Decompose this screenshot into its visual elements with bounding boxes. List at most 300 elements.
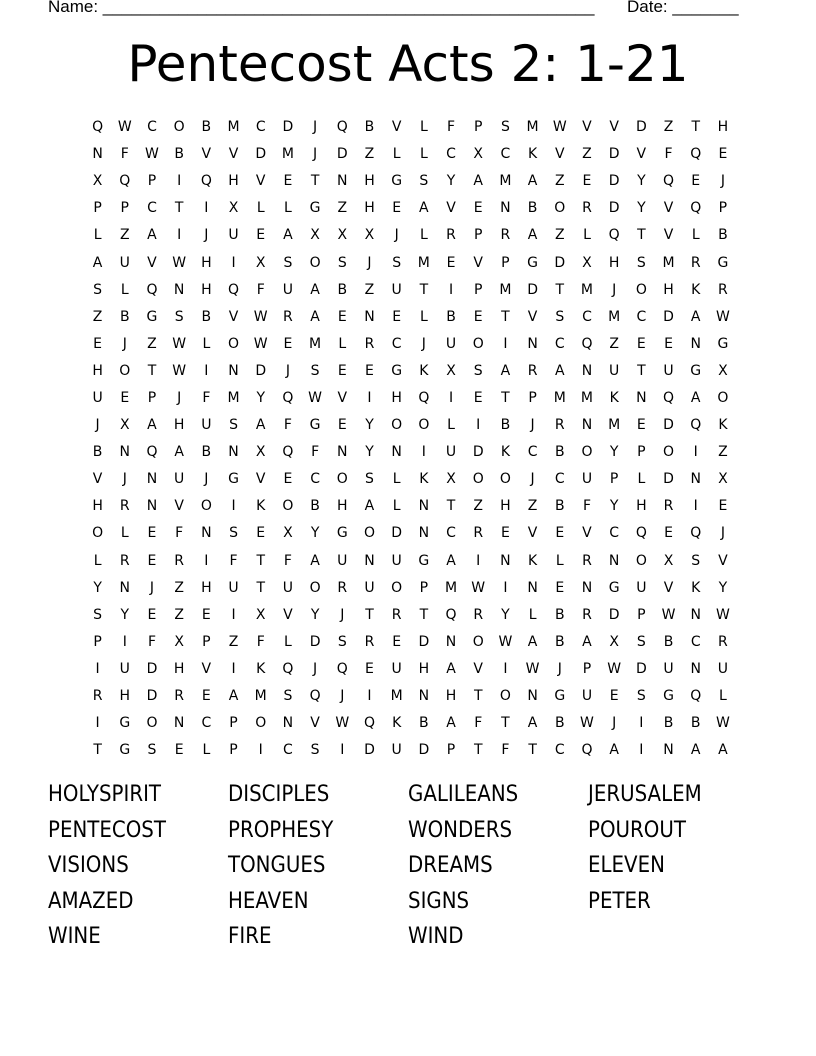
grid-cell: I — [476, 552, 481, 569]
grid-cell: R — [174, 552, 185, 569]
grid-cell: D — [309, 633, 321, 650]
grid-cell: S — [365, 471, 374, 488]
grid-cell: J — [95, 417, 100, 434]
grid-cell: B — [174, 146, 184, 163]
grid-cell: U — [337, 552, 348, 569]
grid-cell: C — [636, 308, 647, 325]
grid-row — [84, 358, 747, 385]
grid-cell: I — [231, 254, 236, 271]
date-field-label: Date: _______ — [627, 0, 739, 16]
grid-cell: L — [284, 200, 292, 217]
grid-cell: D — [635, 119, 647, 136]
grid-cell: B — [500, 417, 511, 434]
grid-cell: V — [446, 200, 456, 217]
grid-cell: O — [717, 389, 729, 406]
grid-cell: M — [580, 389, 594, 406]
grid-cell: W — [253, 335, 268, 352]
grid-cell: H — [201, 254, 212, 271]
grid-cell: J — [720, 173, 725, 190]
grid-cell: Q — [635, 525, 647, 542]
grid-cell: O — [472, 335, 484, 352]
grid-cell: Z — [609, 335, 619, 352]
grid-cell: E — [337, 308, 347, 325]
grid-cell: E — [636, 335, 646, 352]
grid-cell: L — [419, 308, 428, 325]
grid-cell: D — [608, 606, 620, 623]
word-list-item: FIRE — [228, 924, 272, 950]
grid-cell: M — [309, 335, 322, 352]
grid-cell: J — [421, 335, 426, 352]
grid-cell: A — [690, 308, 701, 325]
grid-cell: N — [608, 552, 620, 569]
grid-cell: T — [473, 742, 483, 759]
grid-cell: O — [92, 525, 104, 542]
grid-cell: J — [612, 281, 617, 298]
grid-cell: M — [526, 119, 539, 136]
grid-cell: E — [120, 389, 130, 406]
grid-cell: Y — [637, 173, 646, 190]
grid-cell: L — [120, 525, 129, 542]
grid-cell: I — [639, 715, 644, 732]
grid-cell: M — [227, 119, 240, 136]
word-list-item: VISIONS — [48, 853, 129, 879]
grid-cell: W — [661, 606, 676, 623]
grid-cell: T — [637, 227, 646, 244]
grid-cell: O — [391, 579, 403, 596]
grid-cell: P — [229, 715, 238, 732]
grid-cell: G — [717, 335, 729, 352]
grid-cell: X — [364, 227, 375, 244]
grid-cell: N — [92, 146, 103, 163]
grid-cell: V — [527, 308, 538, 325]
grid-cell: E — [500, 525, 510, 542]
grid-cell: Y — [718, 579, 728, 596]
grid-cell: T — [256, 552, 265, 569]
grid-row — [84, 195, 747, 222]
grid-cell: U — [445, 444, 457, 461]
grid-cell: E — [147, 552, 157, 569]
grid-cell: Z — [663, 119, 674, 136]
grid-cell: E — [337, 417, 347, 434]
grid-cell: E — [473, 308, 483, 325]
grid-cell: E — [147, 606, 157, 623]
grid-cell: T — [419, 606, 429, 623]
grid-row — [84, 304, 747, 331]
grid-cell: B — [554, 498, 565, 515]
grid-cell: N — [119, 444, 131, 461]
grid-cell: D — [255, 362, 267, 379]
grid-cell: C — [554, 471, 565, 488]
grid-cell: V — [201, 660, 212, 677]
grid-cell: L — [528, 606, 537, 623]
grid-cell: O — [336, 471, 348, 488]
grid-cell: V — [663, 200, 674, 217]
grid-cell: N — [581, 417, 593, 434]
grid-cell: G — [690, 362, 702, 379]
grid-cell: C — [310, 471, 320, 488]
grid-cell: H — [92, 362, 103, 379]
grid-cell: R — [582, 606, 592, 623]
grid-cell: A — [147, 417, 157, 434]
grid-cell: J — [720, 525, 725, 542]
grid-cell: V — [92, 471, 103, 488]
grid-row — [84, 629, 747, 656]
grid-cell: K — [419, 471, 429, 488]
grid-cell: N — [690, 471, 701, 488]
grid-cell: C — [690, 633, 701, 650]
grid-cell: F — [664, 146, 673, 163]
grid-cell: Q — [690, 146, 702, 163]
grid-cell: V — [663, 579, 674, 596]
grid-cell: A — [609, 742, 619, 759]
grid-cell: N — [663, 742, 674, 759]
grid-cell: H — [663, 281, 674, 298]
grid-cell: Q — [418, 389, 430, 406]
grid-cell: O — [363, 525, 375, 542]
grid-cell: Y — [310, 606, 320, 623]
grid-cell: S — [392, 254, 402, 271]
grid-cell: T — [365, 606, 374, 623]
grid-cell: W — [552, 119, 567, 136]
grid-cell: U — [174, 471, 185, 488]
grid-cell: V — [228, 308, 239, 325]
grid-cell: M — [499, 173, 512, 190]
grid-cell: D — [364, 742, 375, 759]
grid-cell: N — [690, 660, 701, 677]
grid-cell: V — [473, 660, 483, 677]
grid-cell: S — [229, 417, 238, 434]
grid-cell: V — [201, 146, 212, 163]
grid-cell: B — [419, 715, 429, 732]
grid-cell: Z — [473, 498, 484, 515]
grid-cell: D — [418, 742, 430, 759]
grid-cell: G — [527, 254, 539, 271]
grid-cell: D — [255, 146, 267, 163]
grid-cell: E — [174, 742, 184, 759]
grid-cell: B — [310, 498, 320, 515]
grid-cell: M — [608, 308, 621, 325]
grid-cell: N — [581, 579, 593, 596]
grid-cell: U — [636, 579, 647, 596]
grid-row — [84, 114, 747, 141]
grid-cell: F — [256, 281, 265, 298]
grid-cell: I — [177, 227, 182, 244]
grid-cell: W — [117, 119, 132, 136]
grid-cell: E — [283, 335, 293, 352]
grid-cell: H — [173, 417, 185, 434]
grid-cell: S — [310, 362, 320, 379]
grid-cell: Z — [337, 200, 348, 217]
grid-cell: L — [202, 742, 211, 759]
grid-cell: L — [447, 417, 455, 434]
grid-cell: J — [530, 471, 535, 488]
grid-cell: R — [473, 525, 484, 542]
grid-cell: S — [337, 254, 347, 271]
grid-cell: T — [473, 688, 483, 705]
grid-cell: P — [147, 173, 157, 190]
grid-cell: E — [93, 335, 103, 352]
grid-cell: B — [554, 444, 565, 461]
grid-cell: X — [446, 362, 456, 379]
grid-cell: U — [445, 335, 457, 352]
grid-cell: L — [392, 471, 401, 488]
grid-cell: A — [718, 742, 728, 759]
grid-cell: N — [527, 579, 538, 596]
grid-cell: R — [718, 281, 728, 298]
grid-cell: U — [581, 688, 593, 705]
grid-cell: E — [446, 254, 456, 271]
grid-cell: P — [501, 254, 510, 271]
grid-cell: S — [93, 606, 103, 623]
grid-cell: O — [309, 579, 321, 596]
grid-cell: I — [693, 498, 698, 515]
grid-cell: L — [284, 633, 292, 650]
word-list-item: ELEVEN — [588, 853, 665, 879]
grid-cell: R — [119, 498, 130, 515]
grid-cell: X — [255, 254, 266, 271]
grid-cell: M — [553, 389, 566, 406]
grid-cell: E — [365, 362, 374, 379]
word-list-item: PENTECOST — [48, 817, 166, 843]
grid-row — [84, 575, 747, 602]
grid-cell: V — [636, 146, 647, 163]
word-list-item: PETER — [588, 888, 651, 914]
grid-cell: W — [580, 715, 594, 732]
grid-cell: N — [581, 362, 593, 379]
grid-cell: R — [391, 606, 402, 623]
grid-cell: E — [201, 606, 211, 623]
grid-cell: E — [555, 579, 565, 596]
grid-cell: N — [500, 552, 511, 569]
grid-cell: B — [554, 633, 565, 650]
grid-row — [84, 331, 747, 358]
grid-cell: J — [530, 417, 535, 434]
grid-cell: P — [419, 579, 429, 596]
grid-cell: O — [119, 362, 131, 379]
grid-cell: Z — [147, 335, 157, 352]
grid-cell: H — [201, 579, 212, 596]
grid-cell: A — [446, 552, 456, 569]
grid-cell: A — [554, 362, 565, 379]
grid-cell: C — [147, 200, 157, 217]
grid-cell: C — [391, 335, 402, 352]
grid-cell: T — [501, 715, 510, 732]
grid-cell: U — [717, 660, 729, 677]
grid-cell: J — [177, 389, 182, 406]
grid-cell: Z — [554, 227, 565, 244]
grid-cell: A — [92, 254, 103, 271]
grid-cell: K — [256, 498, 266, 515]
grid-cell: N — [690, 335, 701, 352]
grid-cell: D — [336, 146, 348, 163]
grid-cell: D — [527, 281, 538, 298]
grid-cell: Z — [582, 146, 592, 163]
grid-cell: F — [283, 552, 292, 569]
grid-cell: J — [313, 119, 318, 136]
grid-cell: L — [392, 498, 401, 515]
grid-cell: G — [309, 417, 321, 434]
grid-cell: R — [364, 633, 375, 650]
grid-cell: Q — [119, 173, 131, 190]
grid-cell: V — [255, 471, 266, 488]
grid-cell: M — [390, 688, 403, 705]
grid-cell: R — [554, 417, 565, 434]
grid-cell: G — [146, 308, 158, 325]
grid-cell: X — [119, 417, 130, 434]
grid-cell: N — [228, 444, 239, 461]
grid-cell: C — [147, 119, 157, 136]
grid-cell: Z — [228, 633, 239, 650]
grid-cell: Y — [609, 498, 619, 515]
grid-cell: E — [718, 146, 728, 163]
grid-cell: U — [391, 660, 402, 677]
grid-cell: N — [418, 498, 430, 515]
grid-cell: D — [146, 688, 158, 705]
grid-cell: D — [554, 254, 566, 271]
grid-cell: O — [499, 471, 511, 488]
grid-cell: C — [554, 742, 565, 759]
grid-cell: H — [92, 498, 103, 515]
grid-cell: I — [639, 742, 644, 759]
grid-cell: S — [636, 633, 646, 650]
grid-cell: S — [500, 119, 510, 136]
grid-cell: O — [635, 552, 647, 569]
grid-cell: L — [93, 227, 102, 244]
grid-cell: X — [337, 227, 348, 244]
grid-cell: Y — [637, 200, 646, 217]
grid-cell: N — [364, 308, 375, 325]
grid-cell: U — [92, 389, 103, 406]
grid-cell: U — [119, 254, 130, 271]
grid-cell: V — [255, 173, 266, 190]
grid-row — [84, 737, 747, 764]
grid-cell: E — [256, 227, 266, 244]
grid-cell: M — [580, 281, 594, 298]
grid-cell: D — [418, 633, 430, 650]
grid-cell: I — [177, 173, 182, 190]
grid-cell: W — [253, 308, 268, 325]
grid-cell: H — [364, 173, 375, 190]
grid-cell: D — [146, 660, 158, 677]
grid-cell: E — [392, 633, 402, 650]
word-list-item: WINE — [48, 924, 101, 950]
grid-cell: L — [555, 552, 564, 569]
grid-cell: F — [120, 146, 129, 163]
grid-cell: H — [364, 200, 375, 217]
grid-cell: J — [313, 146, 318, 163]
grid-cell: L — [338, 335, 347, 352]
grid-cell: U — [201, 417, 212, 434]
grid-cell: Z — [718, 444, 728, 461]
grid-cell: P — [637, 444, 646, 461]
grid-cell: X — [228, 200, 239, 217]
grid-cell: H — [636, 498, 647, 515]
grid-cell: S — [310, 742, 320, 759]
grid-cell: N — [282, 715, 294, 732]
grid-cell: Z — [92, 308, 103, 325]
grid-cell: A — [228, 688, 239, 705]
grid-cell: G — [418, 552, 430, 569]
grid-cell: R — [92, 688, 103, 705]
grid-cell: K — [392, 715, 402, 732]
grid-cell: H — [391, 389, 402, 406]
grid-cell: S — [229, 525, 238, 542]
grid-row — [84, 439, 747, 466]
grid-cell: L — [637, 471, 646, 488]
grid-cell: T — [147, 362, 157, 379]
grid-cell: I — [122, 633, 127, 650]
grid-cell: J — [204, 227, 209, 244]
grid-cell: P — [473, 227, 483, 244]
grid-cell: T — [637, 362, 646, 379]
grid-cell: W — [715, 715, 730, 732]
grid-cell: L — [719, 688, 727, 705]
grid-cell: K — [528, 146, 538, 163]
grid-cell: O — [309, 254, 321, 271]
grid-cell: G — [717, 254, 729, 271]
grid-cell: P — [528, 389, 537, 406]
word-list-item: JERUSALEM — [588, 782, 702, 807]
grid-cell: Q — [309, 688, 321, 705]
grid-cell: Q — [445, 606, 457, 623]
grid-cell: W — [498, 633, 513, 650]
grid-cell: K — [528, 552, 538, 569]
grid-cell: B — [554, 606, 565, 623]
grid-cell: V — [582, 525, 592, 542]
grid-cell: V — [174, 498, 184, 515]
grid-cell: J — [340, 606, 345, 623]
grid-cell: Z — [119, 227, 130, 244]
grid-cell: O — [663, 444, 675, 461]
grid-cell: R — [446, 227, 456, 244]
grid-cell: C — [500, 146, 511, 163]
grid-cell: T — [501, 308, 510, 325]
grid-cell: K — [691, 281, 701, 298]
grid-cell: Q — [690, 200, 702, 217]
grid-cell: K — [718, 417, 728, 434]
grid-cell: O — [472, 471, 484, 488]
grid-cell: J — [340, 688, 345, 705]
grid-cell: H — [717, 119, 729, 136]
grid-cell: E — [201, 688, 211, 705]
grid-cell: A — [419, 200, 429, 217]
grid-cell: W — [715, 606, 730, 623]
grid-cell: J — [204, 471, 209, 488]
grid-cell: N — [173, 715, 185, 732]
grid-cell: C — [201, 715, 212, 732]
grid-cell: L — [93, 552, 102, 569]
grid-cell: V — [663, 227, 674, 244]
grid-cell: Q — [282, 660, 294, 677]
grid-cell: S — [473, 362, 483, 379]
grid-cell: L — [256, 200, 265, 217]
grid-cell: A — [527, 227, 538, 244]
grid-cell: K — [691, 579, 701, 596]
grid-cell: A — [500, 362, 511, 379]
grid-cell: N — [690, 606, 701, 623]
grid-row — [84, 602, 747, 629]
grid-cell: A — [283, 227, 293, 244]
header — [48, 0, 739, 17]
grid-row — [84, 249, 747, 276]
grid-cell: R — [582, 200, 592, 217]
grid-cell: U — [228, 579, 239, 596]
grid-cell: F — [311, 444, 320, 461]
grid-cell: Y — [93, 579, 102, 596]
grid-cell: G — [608, 579, 620, 596]
grid-row — [84, 466, 747, 493]
grid-cell: X — [255, 444, 266, 461]
